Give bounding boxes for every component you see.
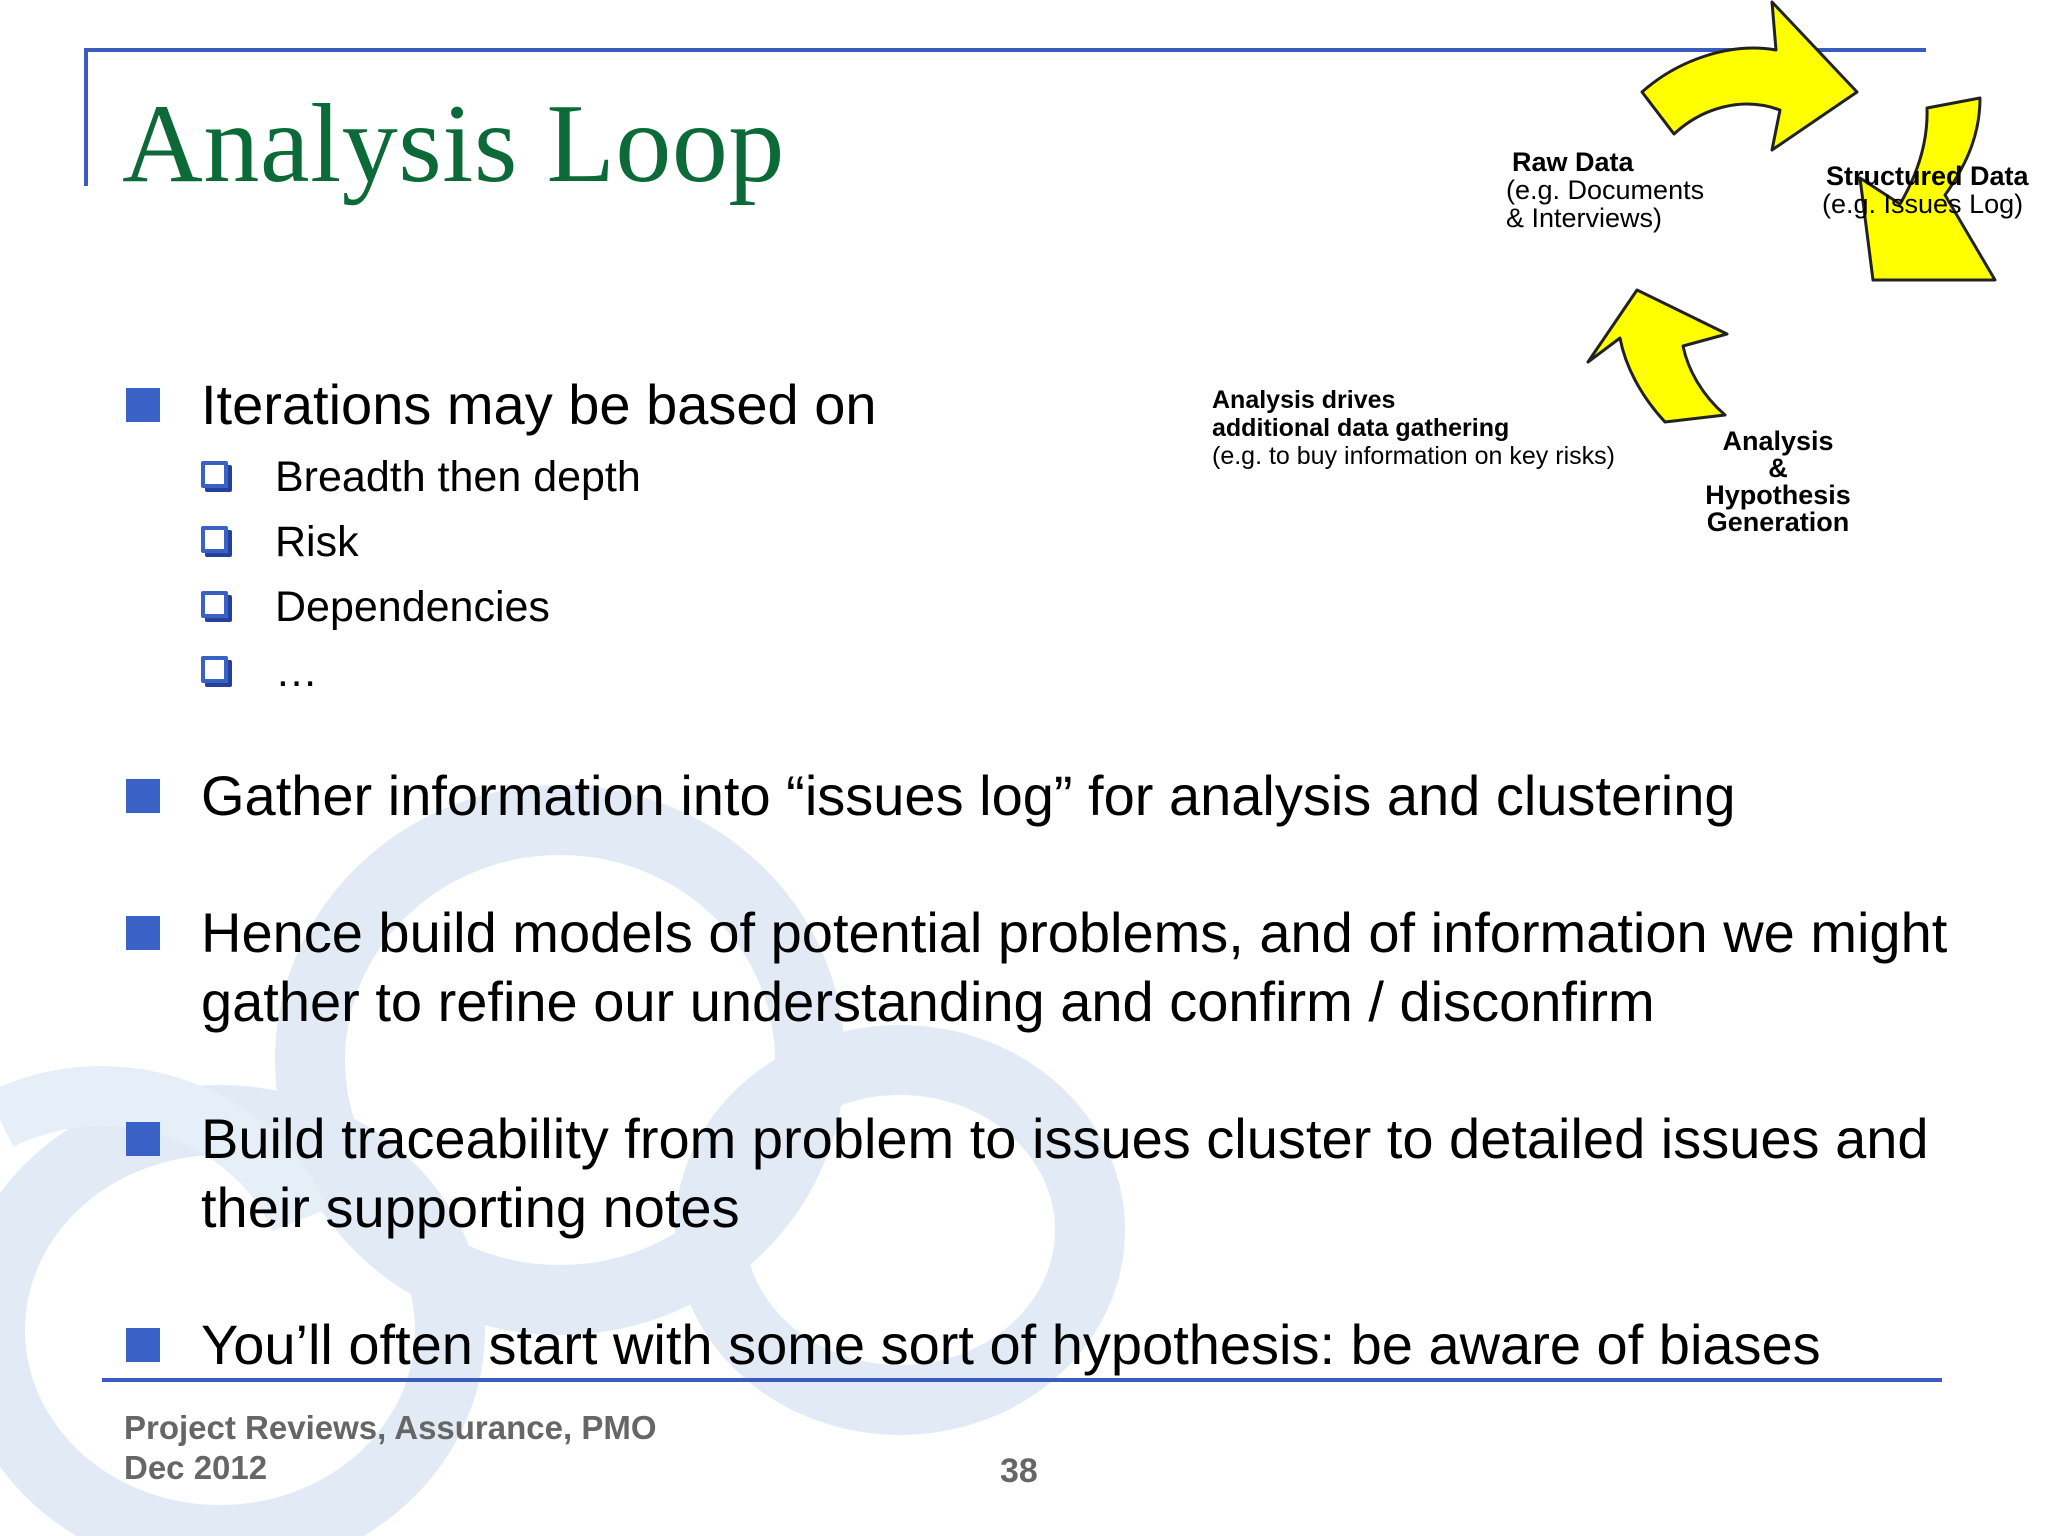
sub-bullet-text: … xyxy=(275,648,318,696)
footer-line2: Dec 2012 xyxy=(124,1449,268,1486)
footer-info xyxy=(124,1408,657,1488)
analysis-line1: Analysis xyxy=(1722,426,1834,456)
sub-bullet-item xyxy=(201,575,1986,640)
drives-line2: additional data gathering xyxy=(1212,414,1510,442)
raw-data-label xyxy=(1506,148,1704,232)
bullet-item xyxy=(126,898,1986,1036)
sub-bullet-text: Risk xyxy=(275,518,359,566)
drives-line3: (e.g. to buy information on key risks) xyxy=(1212,442,1615,470)
sub-bullet-text: Breadth then depth xyxy=(275,453,641,501)
square-bullet-icon xyxy=(126,916,160,950)
drives-line1: Analysis drives xyxy=(1212,386,1396,414)
sub-bullet-item xyxy=(201,640,1986,705)
analysis-line4: Generation xyxy=(1706,507,1850,537)
sub-bullet-item xyxy=(201,510,1986,575)
hollow-square-bullet-icon xyxy=(201,526,228,553)
analysis-line2: & xyxy=(1768,453,1788,483)
bullet-item xyxy=(126,761,1986,830)
bullet-text: Gather information into “issues log” for analysis and clustering xyxy=(201,764,1736,827)
bullet-list xyxy=(126,370,1986,1379)
hollow-square-bullet-icon xyxy=(201,461,228,488)
square-bullet-icon xyxy=(126,1122,160,1156)
sub-bullet-text: Dependencies xyxy=(275,583,550,631)
curved-arrow-top xyxy=(1642,2,1857,150)
footer-line1: Project Reviews, Assurance, PMO xyxy=(124,1409,657,1446)
structured-data-label xyxy=(1822,162,2029,218)
left-rule xyxy=(84,48,88,186)
bullet-item xyxy=(126,370,1986,705)
analysis-line3: Hypothesis xyxy=(1705,480,1851,510)
raw-data-line1: (e.g. Documents xyxy=(1506,175,1705,205)
square-bullet-icon xyxy=(126,779,160,813)
bottom-rule xyxy=(102,1378,1942,1382)
bullet-item xyxy=(126,1104,1986,1242)
bullet-item xyxy=(126,1310,1986,1379)
raw-data-title: Raw Data xyxy=(1512,147,1634,177)
square-bullet-icon xyxy=(126,388,160,422)
sub-bullet-item xyxy=(201,445,1986,510)
bullet-text: You’ll often start with some sort of hypothesis: be aware of biases xyxy=(201,1313,1821,1376)
bullet-text: Build traceability from problem to issues cluster to detailed issues and their supporting notes xyxy=(201,1107,1929,1239)
square-bullet-icon xyxy=(126,1328,160,1362)
slide-title: Analysis Loop xyxy=(122,82,785,206)
page-number: 38 xyxy=(1000,1452,1038,1490)
bullet-text: Iterations may be based on xyxy=(201,373,877,436)
structured-data-line1: (e.g. Issues Log) xyxy=(1822,189,2024,219)
hollow-square-bullet-icon xyxy=(201,656,228,683)
sub-bullet-list xyxy=(201,445,1986,705)
bullet-text: Hence build models of potential problems, and of information we might gather to refine our understanding and confirm / disconfirm xyxy=(201,901,1948,1033)
raw-data-line2: & Interviews) xyxy=(1506,203,1663,233)
structured-data-title: Structured Data xyxy=(1826,161,2029,191)
hollow-square-bullet-icon xyxy=(201,591,228,618)
